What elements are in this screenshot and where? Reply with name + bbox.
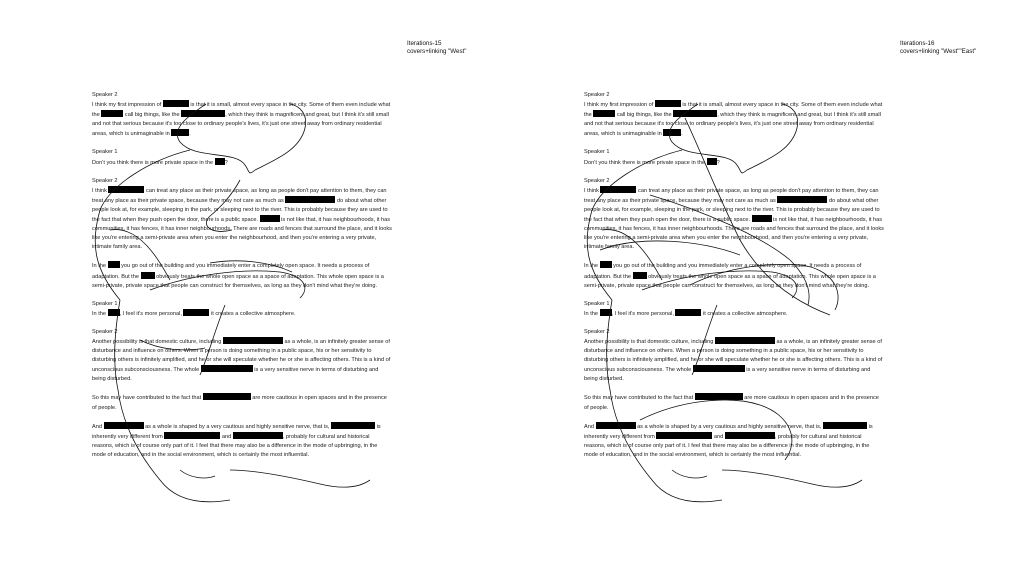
transcript-block [584, 91, 884, 139]
transcript-block [584, 261, 884, 290]
redaction-bar [181, 110, 225, 117]
redaction-bar [600, 186, 636, 193]
redaction-bar [223, 337, 283, 344]
speaker-label: Speaker 1 [92, 149, 118, 156]
transcript-paragraph: I think can treat any place as their private space, as long as people don't pay attention to them, they can treat any place as their private space, because they may not care as much as do about what other people look at, for example, sleeping in the park, or sleeping next to the river. This is probably because they are used to the fact that when they push open the door, there is a public space. is not like that, it has neighbourhoods, it has communities, it has fences, it has inner neighbourhoods. There are roads and fences that surround the place, and it looks like you're entering a semi-private area when you enter the neighbourhood, and then you're entering a very private, intimate family area. [92, 187, 392, 251]
panel-title: Iterations-15 [407, 40, 442, 47]
transcript-block [92, 328, 392, 385]
transcript-page-east [584, 91, 884, 469]
transcript-paragraph: Another possibility is that domestic culture, including as a whole, is an infinitely greater sense of disturbance and influence on others. When a person is doing something in a public space, his or her sensitivity to disturbing others is infinitely amplified, and he or she will speculate whether he or she is affecting others. This is a kind of unconscious subconsciousness. The whole is a very sensitive nerve in terms of disturbing and being disturbed. [92, 338, 391, 383]
speaker-label: Speaker 2 [92, 92, 118, 98]
redaction-bar [656, 432, 712, 439]
redaction-bar [201, 365, 253, 372]
redaction-bar [725, 432, 775, 439]
panel-label-iteration-15 [407, 40, 466, 56]
redaction-bar [104, 422, 144, 429]
redaction-bar [331, 422, 375, 429]
redaction-bar [695, 393, 743, 400]
panel-label-iteration-16 [900, 40, 976, 56]
redaction-bar [101, 110, 123, 117]
redaction-bar [823, 422, 867, 429]
transcript-paragraph: In the you go out of the building and you immediately enter a completely open space. It needs a process of adaptation. But the obviously treats the whole open space as a space of adaptation. This whole open space is a semi-private, private space that people can construct for themselves, as long as they don't mind what they're doing. [584, 263, 876, 289]
transcript-page-west [92, 91, 392, 469]
redaction-bar [108, 261, 120, 268]
transcript-block [584, 300, 884, 319]
transcript-block [92, 393, 392, 412]
panel-subtitle: covers+linking "West""East" [900, 48, 977, 55]
transcript-paragraph: And as a whole is shaped by a very cautious and highly sensitive nerve, that is, is inherently very different from and , probably for cultural and historical reasons, which is of course only part of it. I feel that there may also be a difference in the mode of upbringing, in the mode of education, and in the social environment, which is certainly the most influential. [92, 423, 381, 458]
transcript-block [92, 177, 392, 253]
speaker-label: Speaker 1 [584, 149, 610, 156]
speaker-label: Speaker 1 [92, 300, 118, 307]
transcript-paragraph: In the , I feel it's more personal, it creates a collective atmosphere. [92, 310, 296, 317]
redaction-bar [673, 110, 717, 117]
redaction-bar [655, 100, 681, 107]
redaction-bar [707, 158, 717, 165]
transcript-block [92, 148, 392, 167]
transcript-block [584, 422, 884, 460]
redaction-bar [600, 261, 612, 268]
transcript-paragraph: Don't you think there is more private space in the ? [584, 159, 720, 166]
transcript-paragraph: So this may have contributed to the fact that are more cautious in open spaces and in the presence of people. [584, 395, 879, 411]
speaker-label: Speaker 2 [584, 177, 610, 184]
transcript-block [584, 177, 884, 253]
redaction-bar [141, 272, 155, 279]
transcript-paragraph: I think my first impression of is that it is small, almost every space in the city. Some of them even include what the call big things, like the , which they think is magnificent and great, but I think it's still small and not that serious because it's too close to ordinary people's lives, it's just one street away from ordinary residential areas, which is unimaginable in . [92, 102, 391, 138]
redaction-bar [633, 272, 647, 279]
transcript-block [584, 148, 884, 167]
redaction-bar [171, 129, 189, 136]
transcript-paragraph: I think can treat any place as their private space, as long as people don't pay attention to them, they can treat any place as their private space, because they may not care as much as do about what other people look at, for example, sleeping in the park, or sleeping next to the river. This is probably because they are used to the fact that when they push open the door, there is a public space. is not like that, it has neighbourhoods, it has communities, it has fences, it has inner neighbourhoods. There are roads and fences that surround the place, and it looks like you're entering a semi-private area when you enter the neighbourhood, and then you're entering a very private, intimate family area. [584, 187, 884, 251]
redaction-bar [108, 186, 144, 193]
speaker-label: Speaker 2 [584, 328, 610, 335]
redaction-bar [260, 215, 280, 222]
speaker-label: Speaker 1 [584, 300, 610, 307]
transcript-block [92, 422, 392, 460]
redaction-bar [663, 129, 681, 136]
redaction-bar [163, 100, 189, 107]
transcript-paragraph: And as a whole is shaped by a very cautious and highly sensitive nerve, that is, is inherently very different from and , probably for cultural and historical reasons, which is of course only part of it. I feel that there may also be a difference in the mode of upbringing, in the mode of education, and in the social environment, which is certainly the most influential. [584, 423, 873, 458]
transcript-paragraph: In the , I feel it's more personal, it creates a collective atmosphere. [584, 310, 788, 317]
transcript-block [92, 261, 392, 290]
transcript-block [92, 91, 392, 139]
panel-subtitle: covers+linking "West" [407, 48, 467, 55]
redaction-bar [183, 309, 209, 316]
redaction-bar [596, 422, 636, 429]
redaction-bar [600, 309, 612, 316]
transcript-block [584, 393, 884, 412]
transcript-block [92, 300, 392, 319]
speaker-label: Speaker 2 [92, 328, 118, 335]
redaction-bar [715, 337, 775, 344]
transcript-paragraph: I think my first impression of is that it is small, almost every space in the city. Some of them even include what the call big things, like the , which they think is magnificent and great, but I think it's still small and not that serious because it's too close to ordinary people's lives, it's just one street away from ordinary residential areas, which is unimaginable in . [584, 102, 883, 138]
transcript-paragraph: So this may have contributed to the fact that are more cautious in open spaces and in the presence of people. [92, 395, 387, 411]
transcript-block [584, 328, 884, 385]
panel-title: Iterations-16 [900, 40, 935, 47]
redaction-bar [215, 158, 225, 165]
redaction-bar [164, 432, 220, 439]
speaker-label: Speaker 2 [584, 92, 610, 98]
redaction-bar [752, 215, 772, 222]
redaction-bar [203, 393, 251, 400]
speaker-label: Speaker 2 [92, 177, 118, 184]
transcript-paragraph: Another possibility is that domestic culture, including as a whole, is an infinitely greater sense of disturbance and influence on others. When a person is doing something in a public space, his or her sensitivity to disturbing others is infinitely amplified, and he or she will speculate whether he or she is affecting others. This is a kind of unconscious subconsciousness. The whole is a very sensitive nerve in terms of disturbing and being disturbed. [584, 338, 883, 383]
redaction-bar [593, 110, 615, 117]
transcript-paragraph: In the you go out of the building and you immediately enter a completely open space. It needs a process of adaptation. But the obviously treats the whole open space as a space of adaptation. This whole open space is a semi-private, private space that people can construct for themselves, as long as they don't mind what they're doing. [92, 263, 384, 289]
redaction-bar [233, 432, 283, 439]
redaction-bar [108, 309, 120, 316]
transcript-paragraph: Don't you think there is more private space in the ? [92, 159, 228, 166]
redaction-bar [285, 196, 335, 203]
redaction-bar [777, 196, 827, 203]
redaction-bar [675, 309, 701, 316]
redaction-bar [693, 365, 745, 372]
